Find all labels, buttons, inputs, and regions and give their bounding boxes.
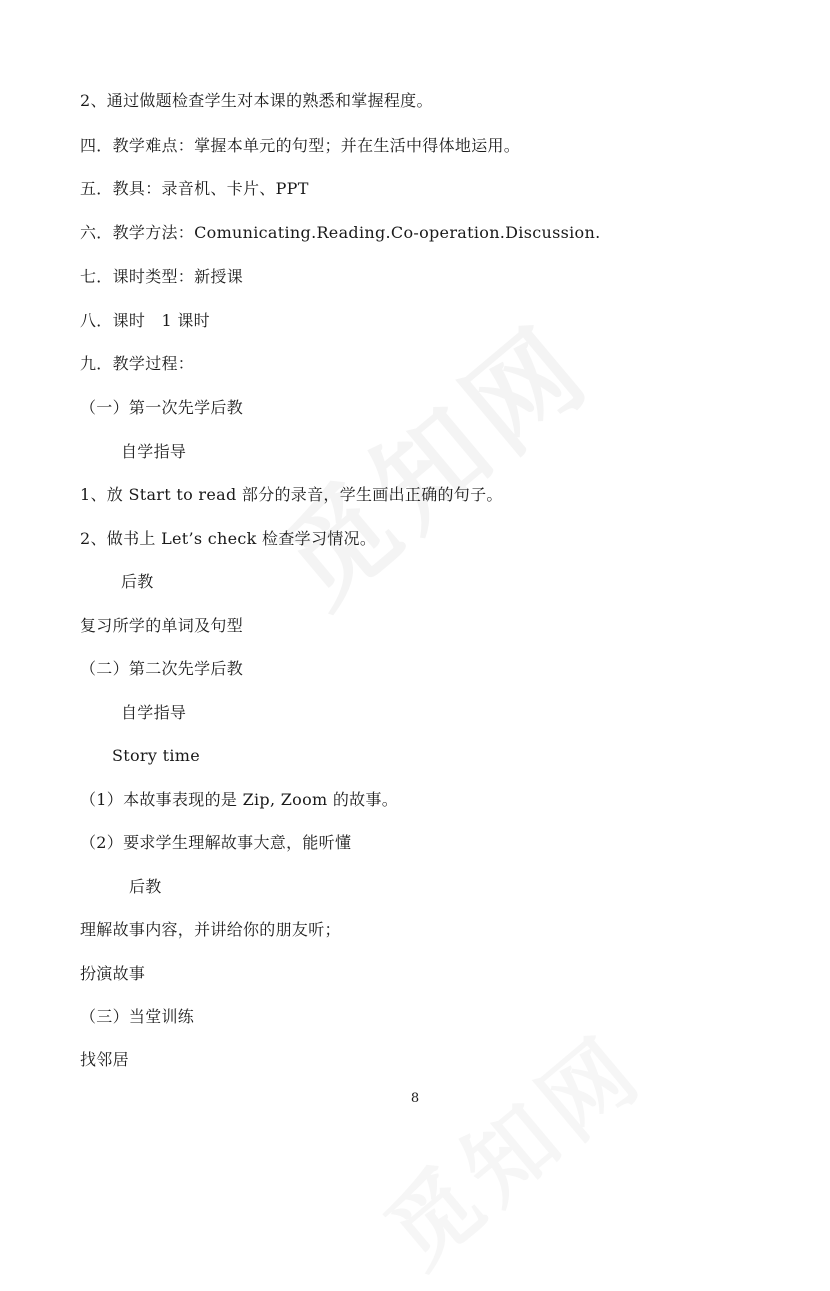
- text-line: 找邻居: [80, 1050, 129, 1069]
- text-line: （1）本故事表现的是 Zip, Zoom 的故事。: [80, 790, 399, 809]
- section-heading: 六．教学方法：Comunicating.Reading.Co-operation.Discussion.: [80, 223, 601, 242]
- section-heading: 八．课时 1 课时: [80, 311, 210, 330]
- watermark: [241, 283, 618, 635]
- subsection-heading: （一）第一次先学后教: [80, 398, 244, 417]
- section-heading: 九．教学过程：: [80, 354, 195, 373]
- watermark-repeat: [353, 999, 666, 1291]
- text-line: 扮演故事: [80, 964, 146, 983]
- page-number: 8: [410, 1091, 420, 1106]
- subheading: 自学指导: [121, 703, 187, 722]
- section-heading: 四．教学难点：掌握本单元的句型；并在生活中得体地运用。: [80, 136, 521, 155]
- subheading: 自学指导: [121, 442, 187, 461]
- text-line: 复习所学的单词及句型: [80, 616, 244, 635]
- text-line: （2）要求学生理解故事大意，能听懂: [80, 833, 352, 852]
- subsection-heading: （二）第二次先学后教: [80, 659, 244, 678]
- text-line: 理解故事内容，并讲给你的朋友听；: [80, 920, 341, 939]
- text-line: 1、放 Start to read 部分的录音，学生画出正确的句子。: [80, 485, 503, 504]
- text-line: 2、通过做题检查学生对本课的熟悉和掌握程度。: [80, 91, 433, 110]
- section-heading: 五．教具：录音机、卡片、PPT: [80, 179, 309, 198]
- subsection-heading: （三）当堂训练: [80, 1007, 195, 1026]
- section-heading: 七．课时类型：新授课: [80, 267, 244, 286]
- subheading: Story time: [112, 746, 200, 765]
- subheading: 后教: [129, 877, 162, 896]
- subheading: 后教: [121, 572, 154, 591]
- text-line: 2、做书上 Let’s check 检查学习情况。: [80, 529, 377, 548]
